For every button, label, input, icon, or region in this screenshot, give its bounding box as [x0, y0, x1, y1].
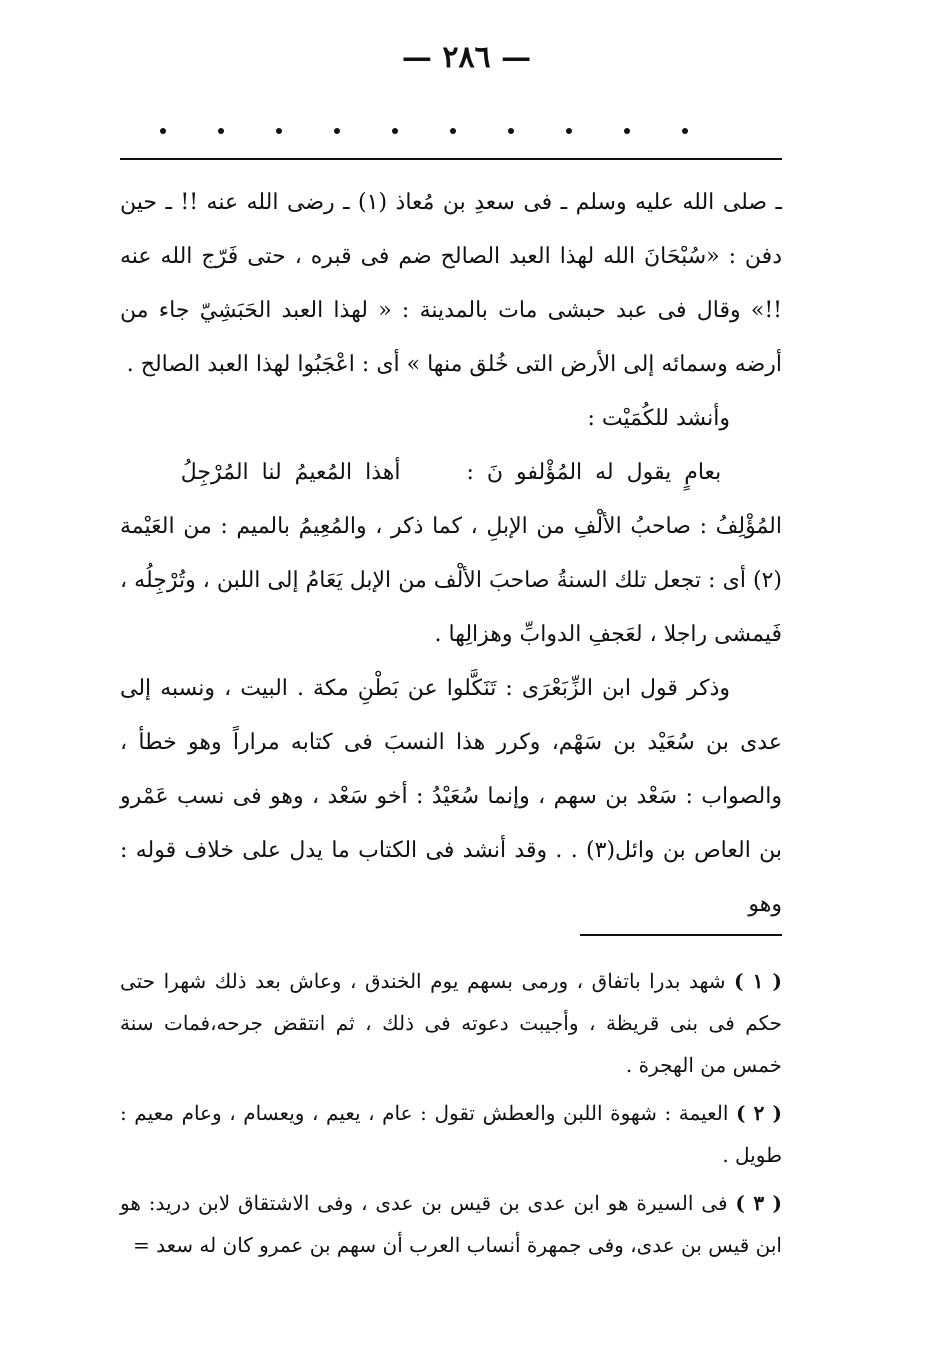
- ornament-dot: [276, 128, 282, 134]
- footnotes: [120, 960, 782, 1272]
- ornament-dot: [218, 128, 224, 134]
- footnote-text: العيمة : شهوة اللبن والعطش تقول : عام ، يعيم ، ويعسام ، وعام معيم : طويل .: [120, 1101, 782, 1167]
- footnote-number: ( ٢ ): [735, 1101, 782, 1125]
- main-text: [120, 176, 782, 932]
- page-number: — ٢٨٦ —: [401, 40, 532, 75]
- ornament-dot: [334, 128, 340, 134]
- footnote-text: شهد بدرا باتفاق ، ورمى بسهم يوم الخندق ، وعاش بعد ذلك شهرا حتى حكم فى بنى قريظة ، وأجيبت دعوته فى ذلك ، ثم انتقض جرحه،فمات سنة خمس من الهجرة .: [120, 969, 782, 1077]
- verse-first-half: بعامٍ يقول له المُؤْلفو نَ :: [466, 460, 722, 485]
- ornament-dot: [160, 128, 166, 134]
- ornament-dot: [682, 128, 688, 134]
- footnote-2: [120, 1092, 782, 1176]
- footnote-number: ( ١ ): [734, 969, 782, 993]
- footnote-text: فى السيرة هو ابن عدى بن قيس بن عدى ، وفى الاشتقاق لابن دريد: هو ابن قيس بن عدى، وفى جمهرة أنساب العرب أن سهم بن عمرو كان له سعد =: [120, 1191, 782, 1257]
- footnote-rule: [580, 934, 782, 936]
- paragraph-1: ـ صلى الله عليه وسلم ـ فى سعدِ بن مُعاذ (١) ـ رضى الله عنه !! ـ حين دفن : «سُبْحَانَ الله لهذا العبد الصالح ضم فى قبره ، حتى فَرّج الله عنه !!» وقال فى عبد حبشى مات بالمدينة : « لهذا العبد الحَبَشِيّ جاء من أرضه وسمائه إلى الأرض التى خُلق منها » أى : اعْجَبُوا لهذا العبد الصالح .: [120, 190, 782, 377]
- ornament-dot: [450, 128, 456, 134]
- header-rule: [120, 158, 782, 160]
- footnote-number: ( ٣ ): [735, 1191, 782, 1215]
- ornament-dot: [566, 128, 572, 134]
- footnote-1: [120, 960, 782, 1086]
- ornament-dot: [624, 128, 630, 134]
- paragraph-2: المُؤْلِفُ : صاحبُ الألْفِ من الإبلِ ، كما ذكر ، والمُعِيمُ بالميم : من العَيْمة (٢) أى : تجعل تلك السنةُ صاحبَ الألْف من الإبل يَعَامُ إلى اللبن ، وتُرْجِلُه ، فَيمشى راجلا ، لعَجفِ الدوابِّ وهزالِها .: [120, 514, 782, 647]
- footnote-3: [120, 1182, 782, 1266]
- poem-intro: وأنشد للكُمَيْت :: [587, 406, 730, 431]
- paragraph-3: وذكر قول ابن الزِّبَعْرَى : تَنَكَّلوا عن بَطْنِ مكة . البيت ، ونسبه إلى عدى بن سُعَيْد بن سَهْم، وكرر هذا النسبَ فى كتابه مراراً وهو خطأ ، والصواب : سَعْد بن سهم ، وإنما سُعَيْدُ : أخو سَعْد ، وهو فى نسب عَمْرو بن العاص بن وائل(٣) . . وقد أنشد فى الكتاب ما يدل على خلاف قوله : وهو: [120, 676, 782, 917]
- verse-line: [120, 446, 782, 500]
- ornament-dot: [392, 128, 398, 134]
- ornament-dot: [508, 128, 514, 134]
- ornament-dots: [120, 122, 782, 142]
- verse-second-half: أهذا المُعيمُ لنا المُرْجِلُ: [180, 460, 401, 485]
